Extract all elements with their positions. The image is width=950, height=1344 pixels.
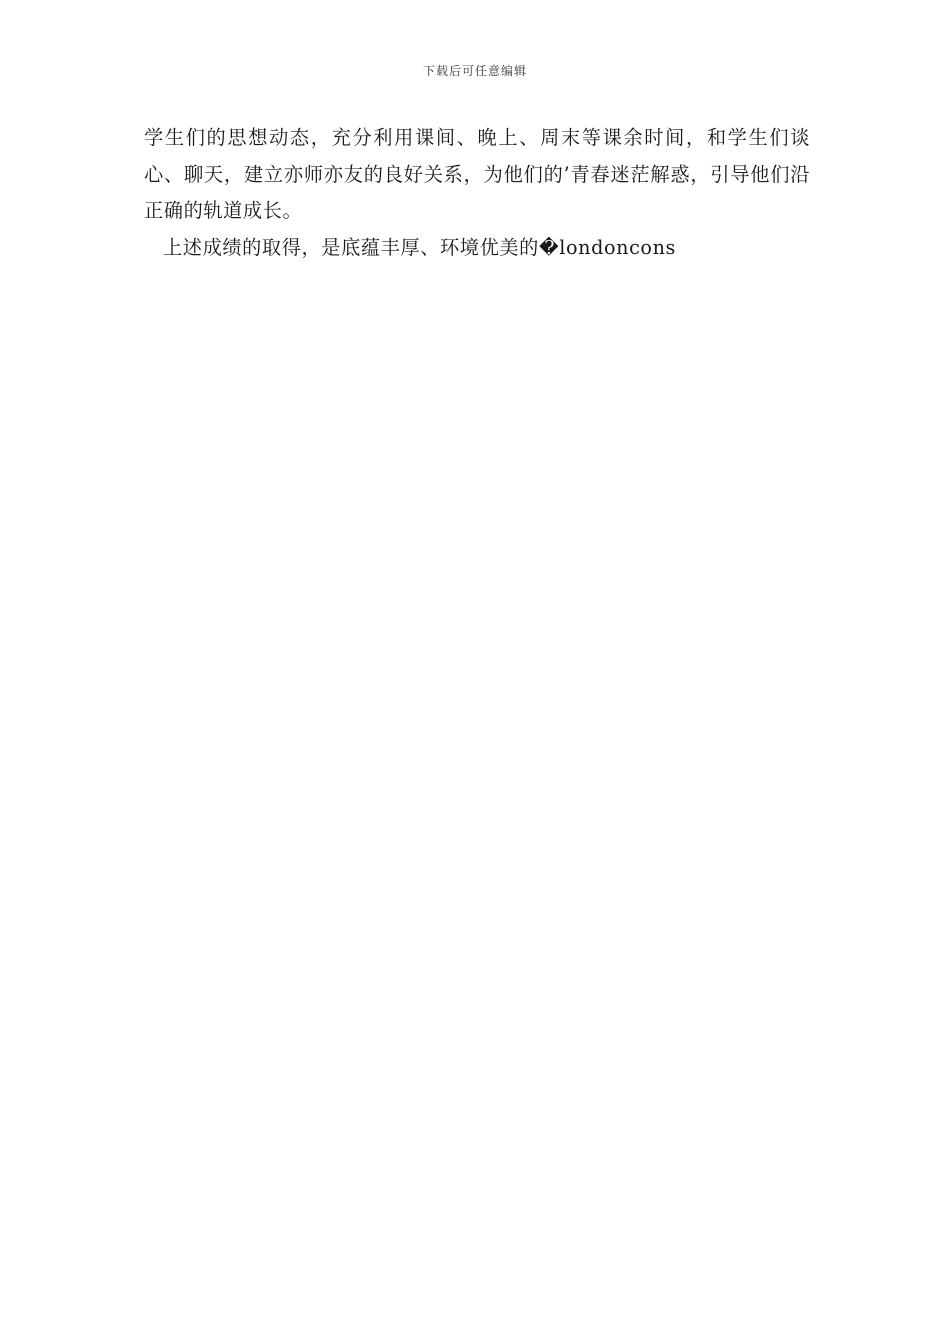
- paragraph-2: 上述成绩的取得，是底蕴丰厚、环境优美的�londoncons: [163, 236, 676, 260]
- page-header: 下载后可任意编辑: [422, 64, 527, 78]
- paragraph-1: 学生们的思想动态，充分利用课间、晚上、周末等课余时间，和学生们谈心、聊天，建立亦师亦友的良好关系，为他们的’青春迷茫解惑，引导他们沿正确的轨道成长。: [144, 126, 810, 223]
- document-body: [144, 120, 810, 267]
